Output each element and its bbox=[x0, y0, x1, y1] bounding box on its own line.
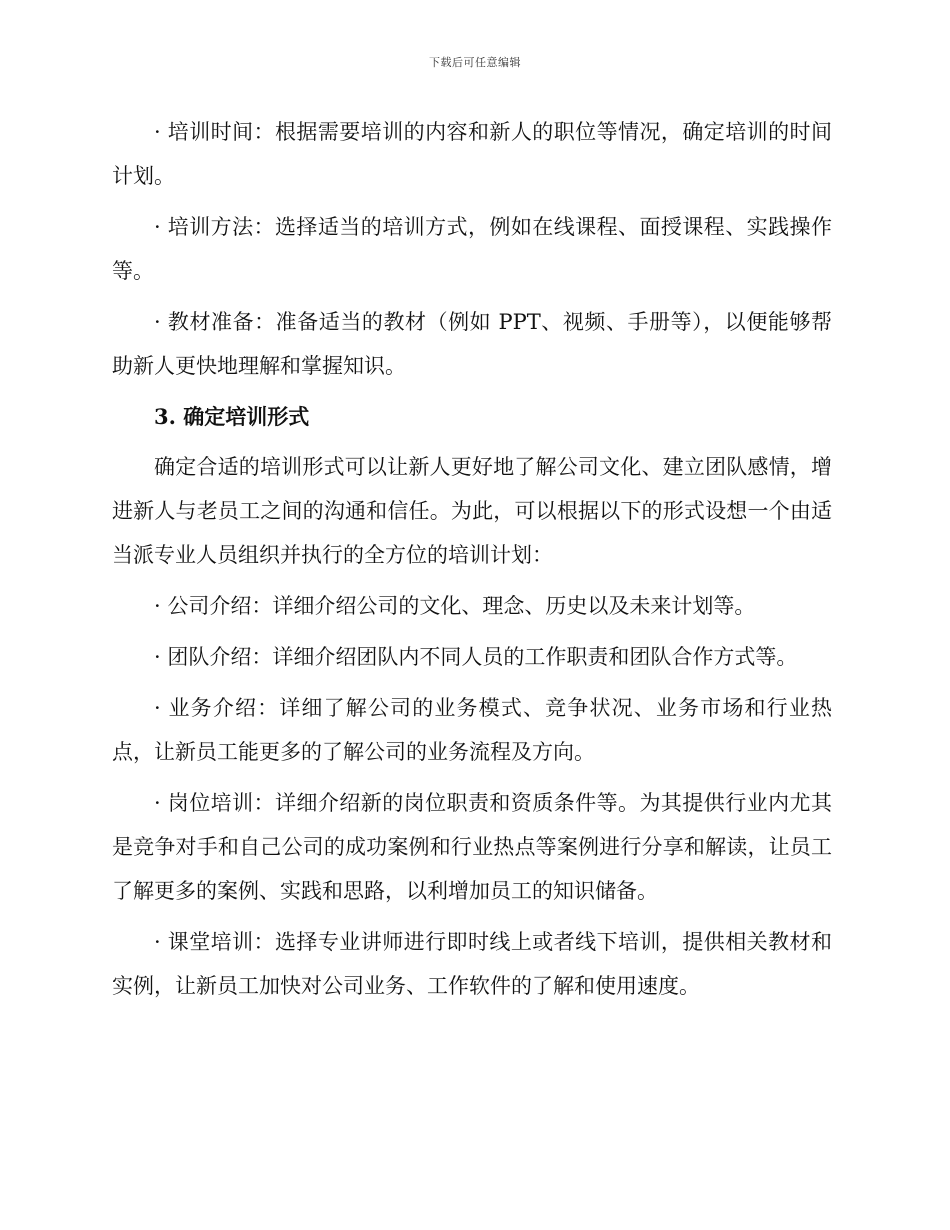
bullet-materials-prep: · 教材准备：准备适当的教材（例如 PPT、视频、手册等），以便能够帮助新人更快地理解和掌握知识。 bbox=[112, 310, 832, 378]
document-body bbox=[112, 110, 832, 1015]
bullet-classroom-training: · 课堂培训：选择专业讲师进行即时线上或者线下培训，提供相关教材和实例，让新员工加快对公司业务、工作软件的了解和使用速度。 bbox=[112, 930, 832, 998]
page-header: 下载后可任意编辑 bbox=[429, 56, 521, 69]
bullet-position-training: · 岗位培训：详细介绍新的岗位职责和资质条件等。为其提供行业内尤其是竞争对手和自己公司的成功案例和行业热点等案例进行分享和解读，让员工了解更多的案例、实践和思路，以利增加员工的知识储备。 bbox=[112, 791, 832, 903]
bullet-training-time: · 培训时间：根据需要培训的内容和新人的职位等情况，确定培训的时间计划。 bbox=[112, 120, 832, 188]
bullet-business-intro: · 业务介绍：详细了解公司的业务模式、竞争状况、业务市场和行业热点，让新员工能更多的了解公司的业务流程及方向。 bbox=[112, 696, 832, 764]
bullet-company-intro: · 公司介绍：详细介绍公司的文化、理念、历史以及未来计划等。 bbox=[154, 594, 756, 618]
bullet-training-method: · 培训方法：选择适当的培训方式，例如在线课程、面授课程、实践操作等。 bbox=[112, 215, 832, 283]
bullet-team-intro: · 团队介绍：详细介绍团队内不同人员的工作职责和团队合作方式等。 bbox=[154, 645, 798, 669]
intro-paragraph: 确定合适的培训形式可以让新人更好地了解公司文化、建立团队感情，增进新人与老员工之间的沟通和信任。为此，可以根据以下的形式设想一个由适当派专业人员组织并执行的全方位的培训计划： bbox=[112, 455, 832, 567]
section-heading: 3. 确定培训形式 bbox=[154, 404, 310, 429]
